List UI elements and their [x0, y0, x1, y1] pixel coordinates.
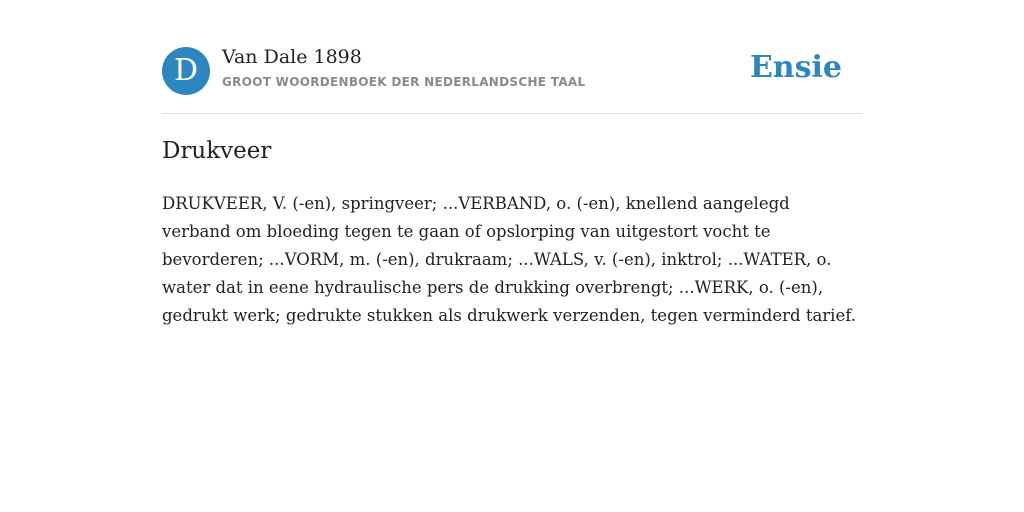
source-header [162, 46, 862, 96]
source-title[interactable]: Van Dale 1898 [222, 46, 362, 68]
source-avatar[interactable]: D [162, 47, 210, 95]
source-subtitle: GROOT WOORDENBOEK DER NEDERLANDSCHE TAAL [222, 75, 586, 89]
brand-logo[interactable]: Ensie [749, 50, 842, 85]
entry-title: Drukveer [162, 138, 272, 164]
entry-definition: DRUKVEER, V. (-en), springveer; ...VERBAND, o. (-en), knellend aangelegd verband om bloeding tegen te gaan of opslorping van uitgestort vocht te bevorderen; ...VORM, m. (-en), drukraam; ...WALS, v. (-en), inktrol; ...WATER, o. water dat in eene hydraulische pers de drukking overbrengt; ...WERK, o. (-en), gedrukt werk; gedrukte stukken als drukwerk verzenden, tegen verminderd tarief. [162, 194, 856, 325]
header-divider [162, 113, 862, 114]
